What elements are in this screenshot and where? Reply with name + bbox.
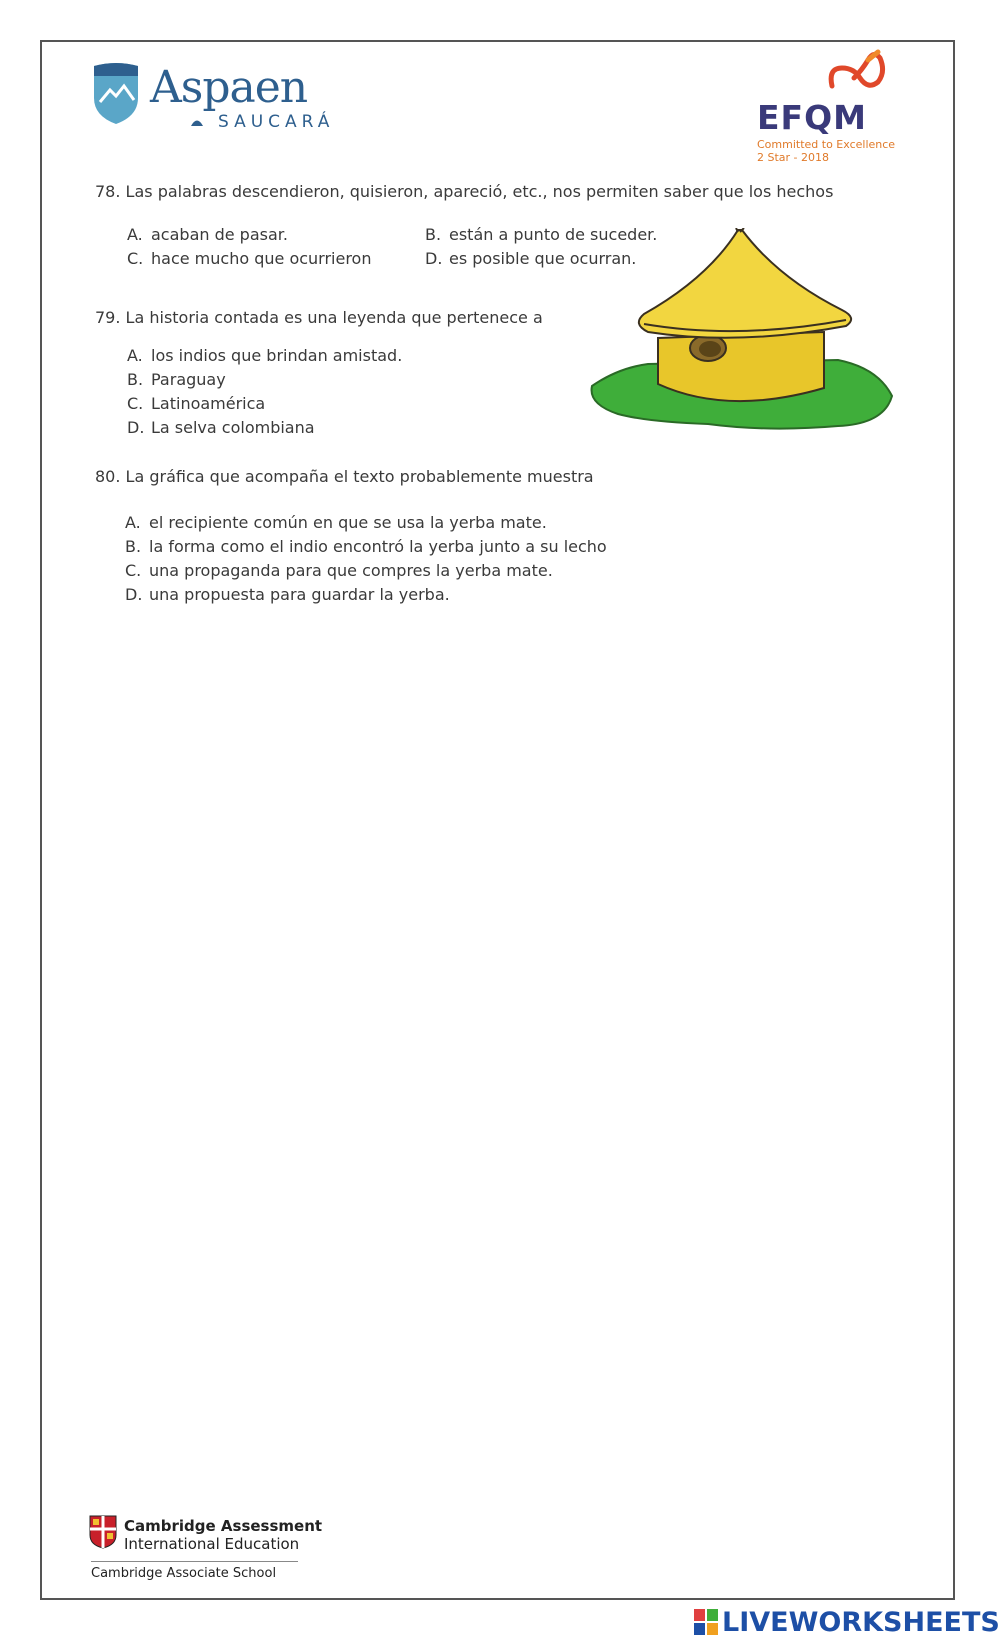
question-text: Las palabras descendieron, quisieron, apareció, etc., nos permiten saber que los hechos [125,182,834,201]
efqm-name: EFQM [757,98,867,137]
option-letter: D. [125,585,143,604]
question-number: 78. [95,182,121,201]
option-text: es posible que ocurran. [449,249,637,268]
option-79-d[interactable] [127,418,315,437]
option-letter: A. [127,346,143,365]
option-80-c[interactable] [125,561,553,580]
option-letter: C. [125,561,142,580]
hut-illustration [588,228,898,434]
option-text: Paraguay [151,370,226,389]
option-text: Latinoamérica [151,394,266,413]
option-text: La selva colombiana [151,418,315,437]
cambridge-divider [91,1561,298,1562]
option-letter: D. [127,418,145,437]
option-letter: B. [125,537,142,556]
cambridge-line-2: International Education [124,1535,300,1553]
question-80 [95,467,594,486]
option-80-b[interactable] [125,537,607,556]
option-text: una propuesta para guardar la yerba. [149,585,450,604]
option-text: hace mucho que ocurrieron [151,249,372,268]
cambridge-shield-icon [89,1515,117,1549]
question-number: 79. [95,308,121,327]
cambridge-line-1: Cambridge Assessment [124,1517,323,1535]
option-letter: B. [127,370,144,389]
option-letter: D. [425,249,443,268]
option-letter: A. [125,513,141,532]
question-number: 80. [95,467,121,486]
efqm-tagline-2: 2 Star - 2018 [757,151,830,164]
question-text: La historia contada es una leyenda que pertenece a [125,308,543,327]
efqm-infinity-icon [826,48,888,92]
efqm-tagline [757,138,895,164]
question-text: La gráfica que acompaña el texto probablemente muestra [125,467,594,486]
option-text: los indios que brindan amistad. [151,346,403,365]
option-78-a[interactable] [127,225,288,244]
liveworksheets-logo-icon [694,1609,718,1635]
option-letter: B. [425,225,442,244]
cambridge-line-3: Cambridge Associate School [91,1566,277,1581]
option-letter: A. [127,225,143,244]
option-letter: C. [127,249,144,268]
option-text: una propaganda para que compres la yerba mate. [149,561,553,580]
option-79-a[interactable] [127,346,402,365]
option-letter: C. [127,394,144,413]
option-text: el recipiente común en que se usa la yerba mate. [149,513,547,532]
option-text: la forma como el indio encontró la yerba junto a su lecho [149,537,607,556]
question-79 [95,308,543,327]
question-78 [95,182,833,201]
school-name: Aspaen [150,62,308,113]
option-78-c[interactable] [127,249,371,268]
small-dome-icon [190,115,204,127]
option-text: están a punto de suceder. [449,225,658,244]
option-text: acaban de pasar. [151,225,288,244]
aspaen-shield-icon [92,62,140,126]
option-79-c[interactable] [127,394,265,413]
option-80-a[interactable] [125,513,547,532]
efqm-tagline-1: Committed to Excellence [757,138,896,151]
school-subtitle: SAUCARÁ [218,112,335,132]
option-80-d[interactable] [125,585,450,604]
liveworksheets-watermark: LIVEWORKSHEETS [722,1607,1000,1638]
option-79-b[interactable] [127,370,226,389]
